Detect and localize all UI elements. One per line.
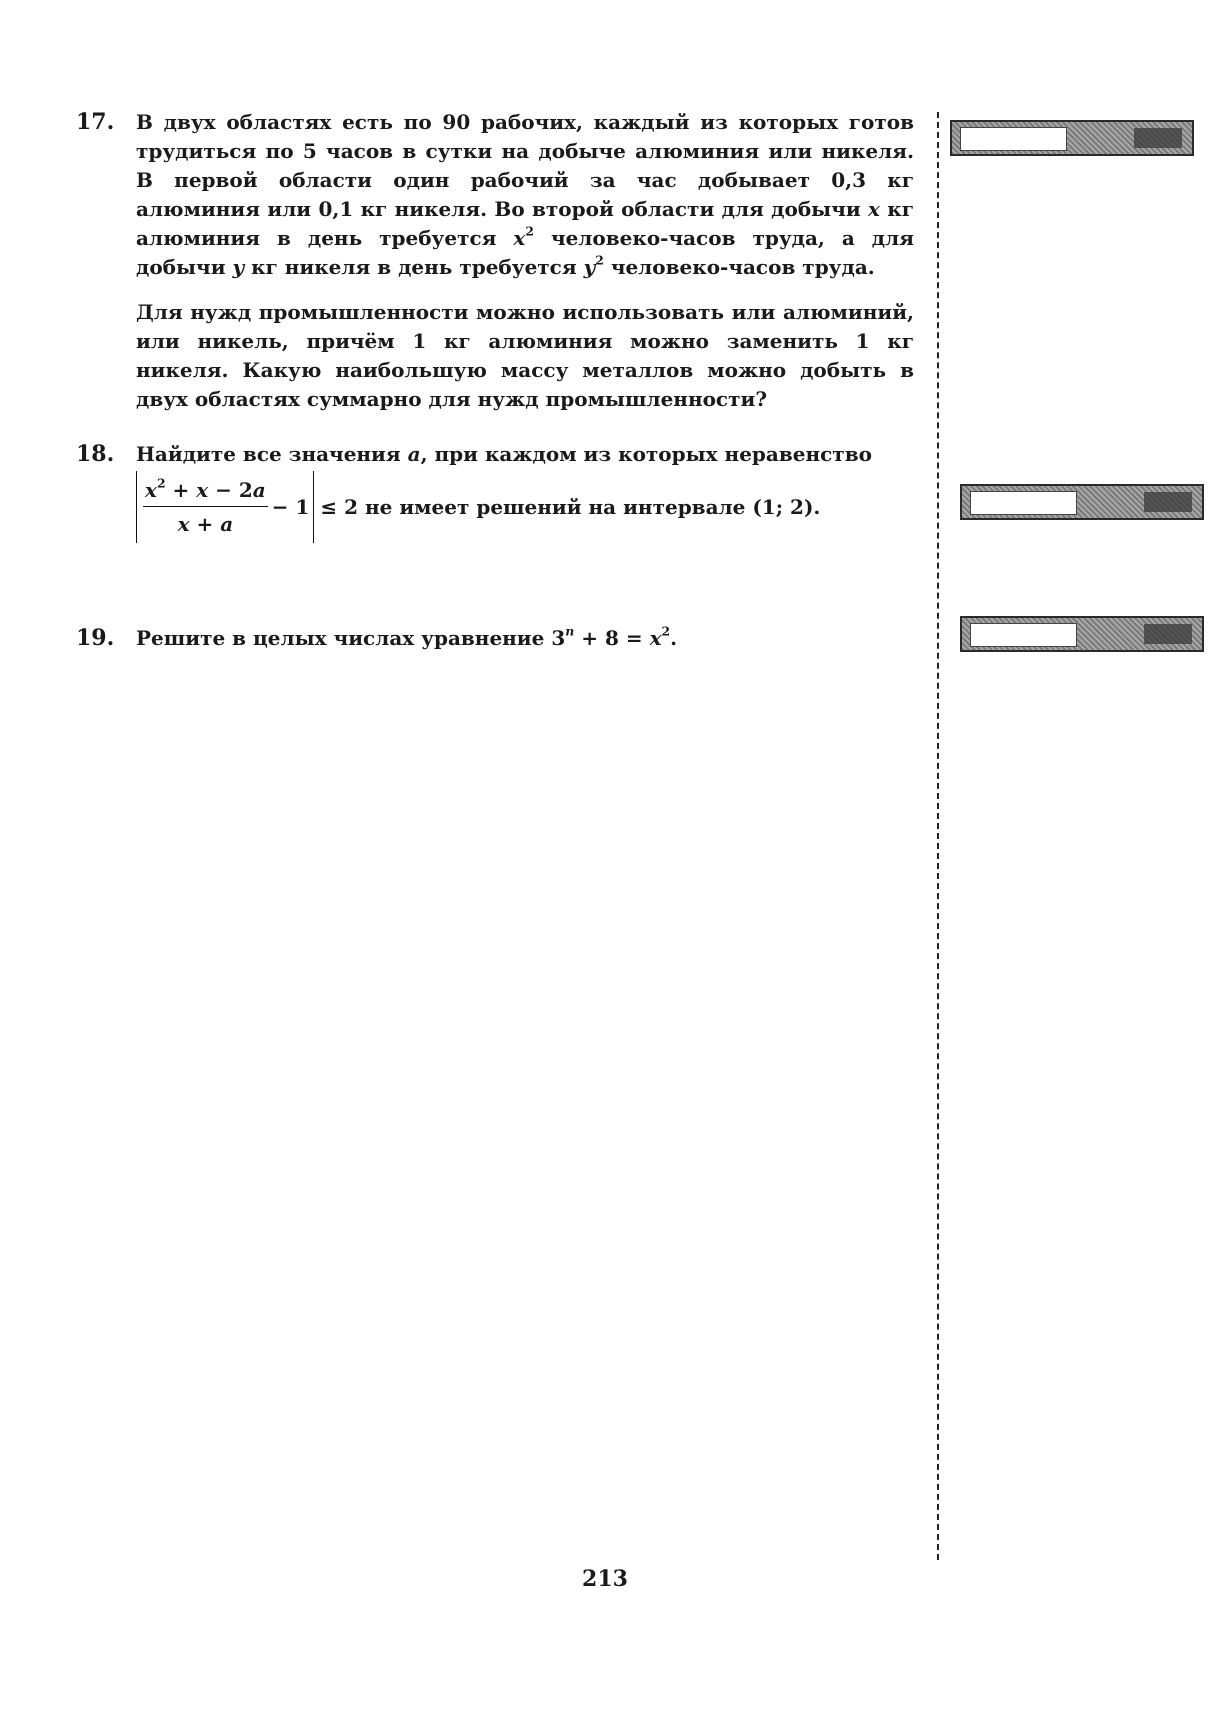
answer-field: [960, 127, 1067, 151]
problem-number: 19.: [76, 625, 115, 651]
variable: x: [868, 197, 880, 221]
answer-label-mark: [1144, 624, 1192, 644]
exponent: 2: [595, 252, 604, 268]
variable: a: [220, 512, 234, 536]
fraction: [143, 475, 268, 536]
variable: a: [252, 478, 266, 502]
variable: a: [407, 442, 421, 466]
exponent: 2: [156, 475, 166, 491]
variable: x: [145, 478, 157, 502]
text-run: В двух областях есть по 90 рабочих, каждый из которых готов трудиться по 5 часов в сутки на добыче алюминия или никеля. В первой области один рабочий за час добывает 0,3 кг алюминия или 0,1 кг никеля. Во второй области для добычи: [136, 110, 914, 221]
text-run: ≤ 2 не имеет решений на интервале (1; 2).: [320, 494, 821, 519]
problem-19: [76, 624, 916, 653]
variable: y: [583, 255, 596, 279]
fraction-numerator: [143, 475, 268, 507]
variable: y: [232, 255, 245, 279]
exponent: 2: [661, 623, 671, 639]
text-run: , при каждом из которых неравенство: [420, 442, 872, 466]
answer-box-18: [960, 484, 1204, 520]
cut-line: [937, 112, 939, 1560]
variable: x: [196, 478, 209, 502]
text-run: .: [670, 626, 678, 650]
answer-field: [970, 491, 1077, 515]
page-number: 213: [582, 1566, 628, 1592]
text-run: + 8 =: [574, 626, 650, 650]
variable: x: [649, 626, 662, 650]
text-run: − 2: [208, 478, 253, 502]
problem-text: [136, 624, 914, 653]
problem-number: 18.: [76, 441, 115, 467]
variable: x: [513, 226, 526, 250]
problem-17: [76, 108, 916, 414]
text-run: человеко-часов труда.: [603, 255, 875, 279]
problem-text: [136, 108, 914, 414]
problem-paragraph: [136, 624, 914, 653]
problem-number: 17.: [76, 109, 115, 135]
fraction-denominator: [178, 507, 234, 535]
text-run: − 1: [271, 494, 310, 519]
text-run: Найдите все значения: [136, 442, 408, 466]
problem-text: [136, 440, 914, 543]
text-run: человеко-часов труда, а для добычи: [136, 226, 914, 279]
text-run: +: [189, 512, 221, 536]
problem-paragraph: Для нужд промышленности можно использовать или алюминий, или никель, причём 1 кг алюминия можно заменить 1 кг никеля. Какую наибольшую массу металлов можно добыть в двух областях суммарно для нужд промышленности?: [136, 300, 914, 411]
text-run: кг алюминия в день требуется: [136, 197, 915, 250]
answer-box-19: [960, 616, 1204, 652]
text-run: Решите в целых числах уравнение 3: [136, 626, 566, 650]
problem-paragraph: [136, 108, 914, 282]
absolute-value: [136, 471, 314, 543]
exponent: n: [565, 623, 575, 639]
text-run: кг никеля в день требуется: [244, 255, 584, 279]
answer-box-17: [950, 120, 1194, 156]
answer-label-mark: [1134, 128, 1182, 148]
inequality: [136, 471, 914, 543]
answer-label-mark: [1144, 492, 1192, 512]
problem-paragraph: [136, 440, 914, 469]
variable: x: [177, 512, 190, 536]
answer-field: [970, 623, 1077, 647]
problem-18: [76, 440, 916, 543]
text-run: +: [165, 478, 197, 502]
exponent: 2: [525, 223, 534, 239]
